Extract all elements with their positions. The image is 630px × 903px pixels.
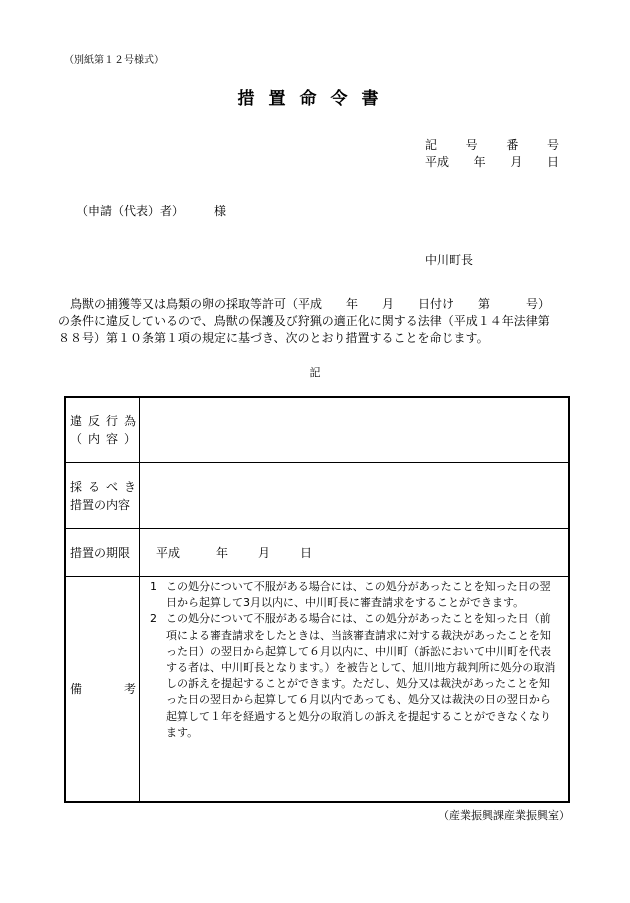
measure-label-line-2: 措置の内容 xyxy=(70,497,131,512)
order-body-line-1: 鳥獣の捕獲等又は鳥類の卵の採取等許可（平成 年 月 日付け 第 号） xyxy=(70,297,551,311)
period-year: 年 xyxy=(216,546,229,560)
addressee xyxy=(76,202,226,219)
measure-row xyxy=(66,463,568,529)
measure-char-4: き xyxy=(123,479,136,494)
document-title: 措置命令書 xyxy=(237,89,393,109)
doc-number-label-2: 号 xyxy=(465,138,478,152)
doc-number-label-4: 号 xyxy=(546,138,559,152)
order-body xyxy=(58,296,568,347)
remarks-char-1: 備 xyxy=(70,682,83,696)
period-month: 月 xyxy=(258,546,271,560)
measure-value[interactable] xyxy=(140,463,568,528)
issue-date-month: 月 xyxy=(510,155,523,169)
violation-char-6: 内 xyxy=(87,432,100,446)
order-body-line-3: ８８号）第１０条第１項の規定に基づき、次のとおり措置することを命じます。 xyxy=(58,331,489,345)
period-day: 日 xyxy=(300,546,313,560)
addressee-honorific: 様 xyxy=(214,204,227,218)
department-footer: （産業振興課産業振興室） xyxy=(438,809,570,822)
violation-char-7: 容 xyxy=(105,432,118,446)
violation-label xyxy=(66,398,140,462)
violation-char-2: 反 xyxy=(87,414,100,428)
note-item xyxy=(148,611,560,741)
doc-number-label-3: 番 xyxy=(506,138,519,152)
violation-row xyxy=(66,398,568,463)
period-label xyxy=(66,529,140,576)
note-text: この処分について不服がある場合には、この処分があったことを知った日（前項による審査請求をしたときは、当該審査請求に対する裁決があったことを知った日）の翌日から起算して６月以内に、中川町（訴訟において中川町を代表する者は、中川町長となります。）を被告として、旭川地方裁判所に処分の取消しの訴えを提起することができます。ただし、処分又は裁決があったことを知った日の翌日から起算して６月以内であっても、処分又は裁決の日の翌日から起算して１年を経過すると処分の取消しの訴えを提起することができなくなります。 xyxy=(166,612,556,739)
measure-label xyxy=(66,463,140,528)
violation-char-5: （ xyxy=(70,432,83,446)
period-row xyxy=(66,529,568,577)
remarks-row xyxy=(66,577,568,801)
document-number-row xyxy=(425,136,559,153)
issue-date-day: 日 xyxy=(546,155,559,169)
issue-date-row xyxy=(425,153,559,170)
measure-char-2: る xyxy=(87,479,100,494)
period-era: 平成 xyxy=(156,546,181,560)
period-value[interactable] xyxy=(140,529,568,576)
ki-marker: 記 xyxy=(309,366,321,379)
period-label-text: 措置の期限 xyxy=(70,545,131,560)
violation-value[interactable] xyxy=(140,398,568,462)
note-text: この処分について不服がある場合には、この処分があったことを知った日の翌日から起算して3月以内に、中川町長に審査請求をすることができます。 xyxy=(166,580,551,610)
violation-char-4: 為 xyxy=(123,414,136,428)
violation-char-1: 違 xyxy=(70,414,83,428)
issue-date-era: 平成 xyxy=(425,155,450,169)
violation-char-3: 行 xyxy=(105,414,118,428)
order-body-line-2: の条件に違反しているので、鳥獣の保護及び狩猟の適正化に関する法律（平成１４年法律第 xyxy=(58,314,550,328)
issue-date-year: 年 xyxy=(473,155,486,169)
measure-char-3: べ xyxy=(105,479,118,494)
remarks-notes xyxy=(140,577,568,801)
remarks-label xyxy=(66,577,140,801)
measure-char-1: 採 xyxy=(70,479,83,494)
doc-number-label-1: 記 xyxy=(425,138,438,152)
note-item xyxy=(148,579,560,611)
document-number-block xyxy=(425,136,559,170)
remarks-char-2: 考 xyxy=(123,682,136,696)
issuer: 中川町長 xyxy=(425,253,474,267)
form-number: （別紙第１２号様式） xyxy=(64,55,164,66)
note-number: 2 xyxy=(150,612,157,626)
addressee-label: （申請（代表）者） xyxy=(76,204,185,218)
order-table xyxy=(64,396,570,803)
note-number: 1 xyxy=(150,580,157,593)
violation-char-8: ） xyxy=(123,432,136,446)
